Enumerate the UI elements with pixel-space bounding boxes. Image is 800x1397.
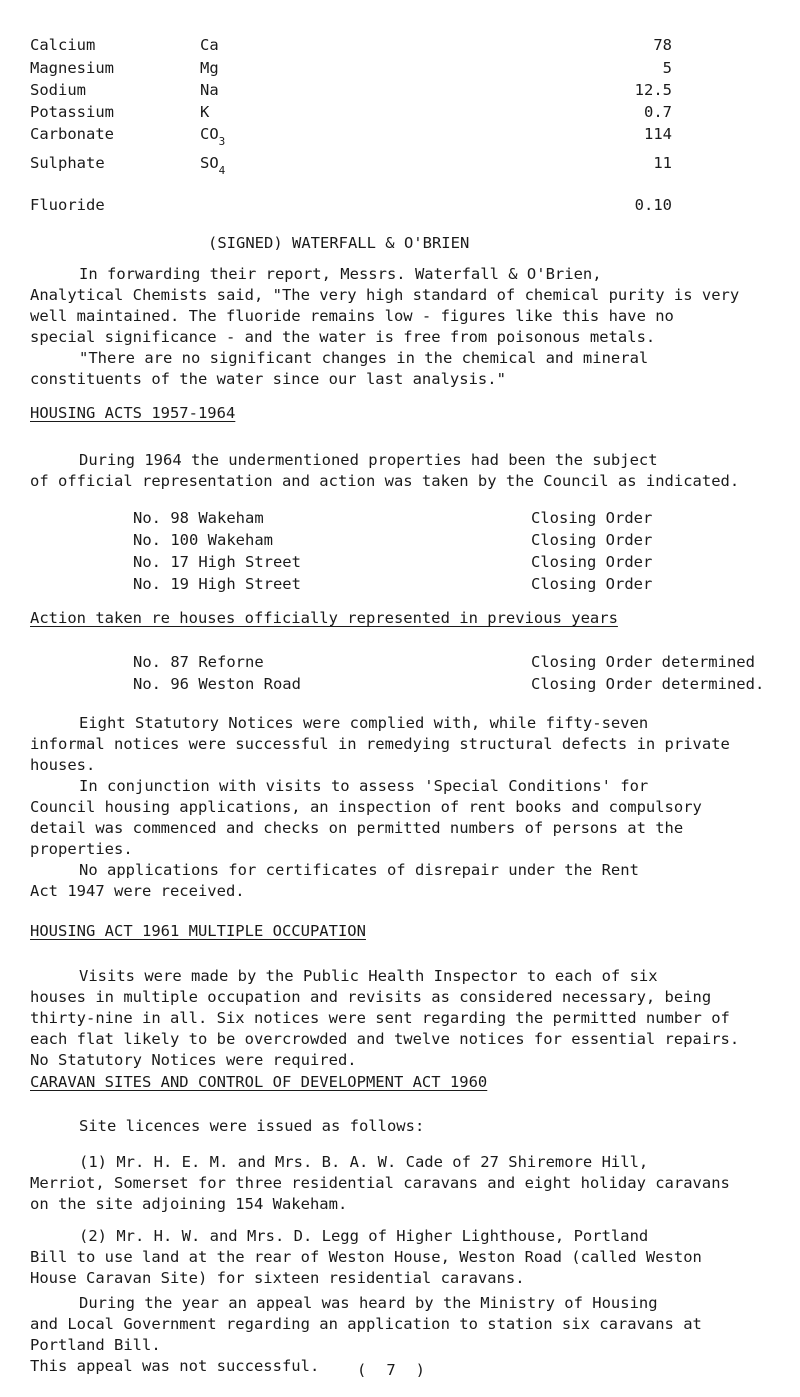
notices-paragraph	[30, 713, 800, 902]
text-line: thirty-nine in all. Six notices were sent regarding the permitted number of	[30, 1009, 730, 1027]
text-line: House Caravan Site) for sixteen residential caravans.	[30, 1269, 525, 1287]
symbol-subscript: 4	[218, 164, 226, 177]
constituent-value: 114	[644, 125, 672, 143]
constituent-value: 78	[653, 36, 672, 54]
constituent-name: Calcium	[30, 36, 96, 54]
constituent-symbol: Na	[200, 81, 219, 99]
text-line: (2) Mr. H. W. and Mrs. D. Legg of Higher Lighthouse, Portland	[79, 1227, 649, 1245]
symbol-subscript: 3	[218, 135, 226, 148]
constituent-value: 5	[662, 59, 672, 77]
intro-paragraph	[30, 264, 800, 390]
constituent-value: 0.10	[634, 196, 672, 214]
text-line: Council housing applications, an inspection of rent books and compulsory	[30, 798, 702, 816]
constituent-symbol: Ca	[200, 36, 219, 54]
constituent-name: Magnesium	[30, 59, 114, 77]
text-line: Merriot, Somerset for three residential caravans and eight holiday caravans	[30, 1174, 730, 1192]
text-line: special significance - and the water is free from poisonous metals.	[30, 328, 656, 346]
property-address: No. 17 High Street	[133, 553, 301, 571]
text-line: No applications for certificates of disrepair under the Rent	[79, 861, 639, 879]
property-row	[133, 552, 793, 574]
text-line: detail was commenced and checks on permitted numbers of persons at the	[30, 819, 684, 837]
text-line: Act 1947 were received.	[30, 882, 245, 900]
property-address: No. 96 Weston Road	[133, 675, 301, 693]
property-action: Closing Order	[531, 575, 653, 593]
analysis-row	[0, 80, 800, 102]
text-line: and Local Government regarding an application to station six caravans at	[30, 1315, 702, 1333]
text-line: constituents of the water since our last analysis."	[30, 370, 506, 388]
constituent-symbol: K	[200, 103, 210, 121]
text-line: Eight Statutory Notices were complied with, while fifty-seven	[79, 714, 649, 732]
constituent-symbol: $SO_4$	[200, 154, 226, 177]
constituent-value: 12.5	[634, 81, 672, 99]
property-action: Closing Order	[531, 509, 653, 527]
section-heading: HOUSING ACT 1961 MULTIPLE OCCUPATION	[30, 922, 366, 940]
constituent-value: 0.7	[644, 103, 672, 121]
property-row	[133, 652, 793, 674]
constituent-symbol: Mg	[200, 59, 219, 77]
text-line: In forwarding their report, Messrs. Waterfall & O'Brien,	[79, 265, 602, 283]
property-action: Closing Order	[531, 531, 653, 549]
page-number: (7)	[357, 1361, 445, 1379]
text-line: Analytical Chemists said, "The very high standard of chemical purity is very	[30, 286, 740, 304]
text-line: This appeal was not successful.	[30, 1357, 320, 1375]
text-line: well maintained. The fluoride remains low - figures like this have no	[30, 307, 674, 325]
property-address: No. 98 Wakeham	[133, 509, 264, 527]
constituent-name: Carbonate	[30, 125, 114, 143]
analysis-row	[0, 102, 800, 124]
constituent-name: Fluoride	[30, 196, 105, 214]
text-line: In conjunction with visits to assess 'Special Conditions' for	[79, 777, 649, 795]
constituent-name: Sodium	[30, 81, 86, 99]
analysis-row	[0, 195, 800, 217]
text-line: Portland Bill.	[30, 1336, 161, 1354]
constituent-name: Sulphate	[30, 154, 105, 172]
text-line: houses in multiple occupation and revisits as considered necessary, being	[30, 988, 712, 1006]
text-line: houses.	[30, 756, 96, 774]
property-address: No. 87 Reforne	[133, 653, 264, 671]
text-line: During the year an appeal was heard by the Ministry of Housing	[79, 1294, 658, 1312]
analysis-row	[0, 58, 800, 80]
housing-paragraph	[30, 450, 800, 492]
property-action: Closing Order determined	[531, 653, 755, 671]
property-row	[133, 674, 793, 696]
text-line: properties.	[30, 840, 133, 858]
text-line: Bill to use land at the rear of Weston House, Weston Road (called Weston	[30, 1248, 702, 1266]
property-action: Closing Order determined.	[531, 675, 765, 693]
property-row	[133, 508, 793, 530]
multiple-occupation-paragraph	[30, 966, 800, 1071]
analysis-row	[0, 153, 800, 175]
property-address: No. 19 High Street	[133, 575, 301, 593]
constituent-value: 11	[653, 154, 672, 172]
text-line: (1) Mr. H. E. M. and Mrs. B. A. W. Cade of 27 Shiremore Hill,	[79, 1153, 649, 1171]
text-line: Visits were made by the Public Health Inspector to each of six	[79, 967, 658, 985]
section-heading: Action taken re houses officially represented in previous years	[30, 609, 618, 627]
section-heading: HOUSING ACTS 1957-1964	[30, 404, 236, 422]
analysis-row	[0, 124, 800, 146]
constituent-symbol: $CO_3$	[200, 125, 226, 148]
text-line: "There are no significant changes in the chemical and mineral	[79, 349, 649, 367]
text-line: During 1964 the undermentioned properties had been the subject	[79, 451, 658, 469]
text-line: No Statutory Notices were required.	[30, 1051, 357, 1069]
caravan-licence-1	[30, 1152, 800, 1215]
constituent-name: Potassium	[30, 103, 114, 121]
text-line: informal notices were successful in remedying structural defects in private	[30, 735, 730, 753]
text-line: of official representation and action was taken by the Council as indicated.	[30, 472, 740, 490]
signature: (SIGNED) WATERFALL & O'BRIEN	[208, 234, 470, 252]
caravan-intro: Site licences were issued as follows:	[79, 1117, 425, 1135]
analysis-row	[0, 35, 800, 57]
caravan-licence-2	[30, 1226, 800, 1289]
property-row	[133, 574, 793, 596]
text-line: each flat likely to be overcrowded and twelve notices for essential repairs.	[30, 1030, 740, 1048]
property-row	[133, 530, 793, 552]
text-line: on the site adjoining 154 Wakeham.	[30, 1195, 348, 1213]
section-heading: CARAVAN SITES AND CONTROL OF DEVELOPMENT ACT 1960	[30, 1073, 488, 1091]
property-address: No. 100 Wakeham	[133, 531, 273, 549]
property-action: Closing Order	[531, 553, 653, 571]
